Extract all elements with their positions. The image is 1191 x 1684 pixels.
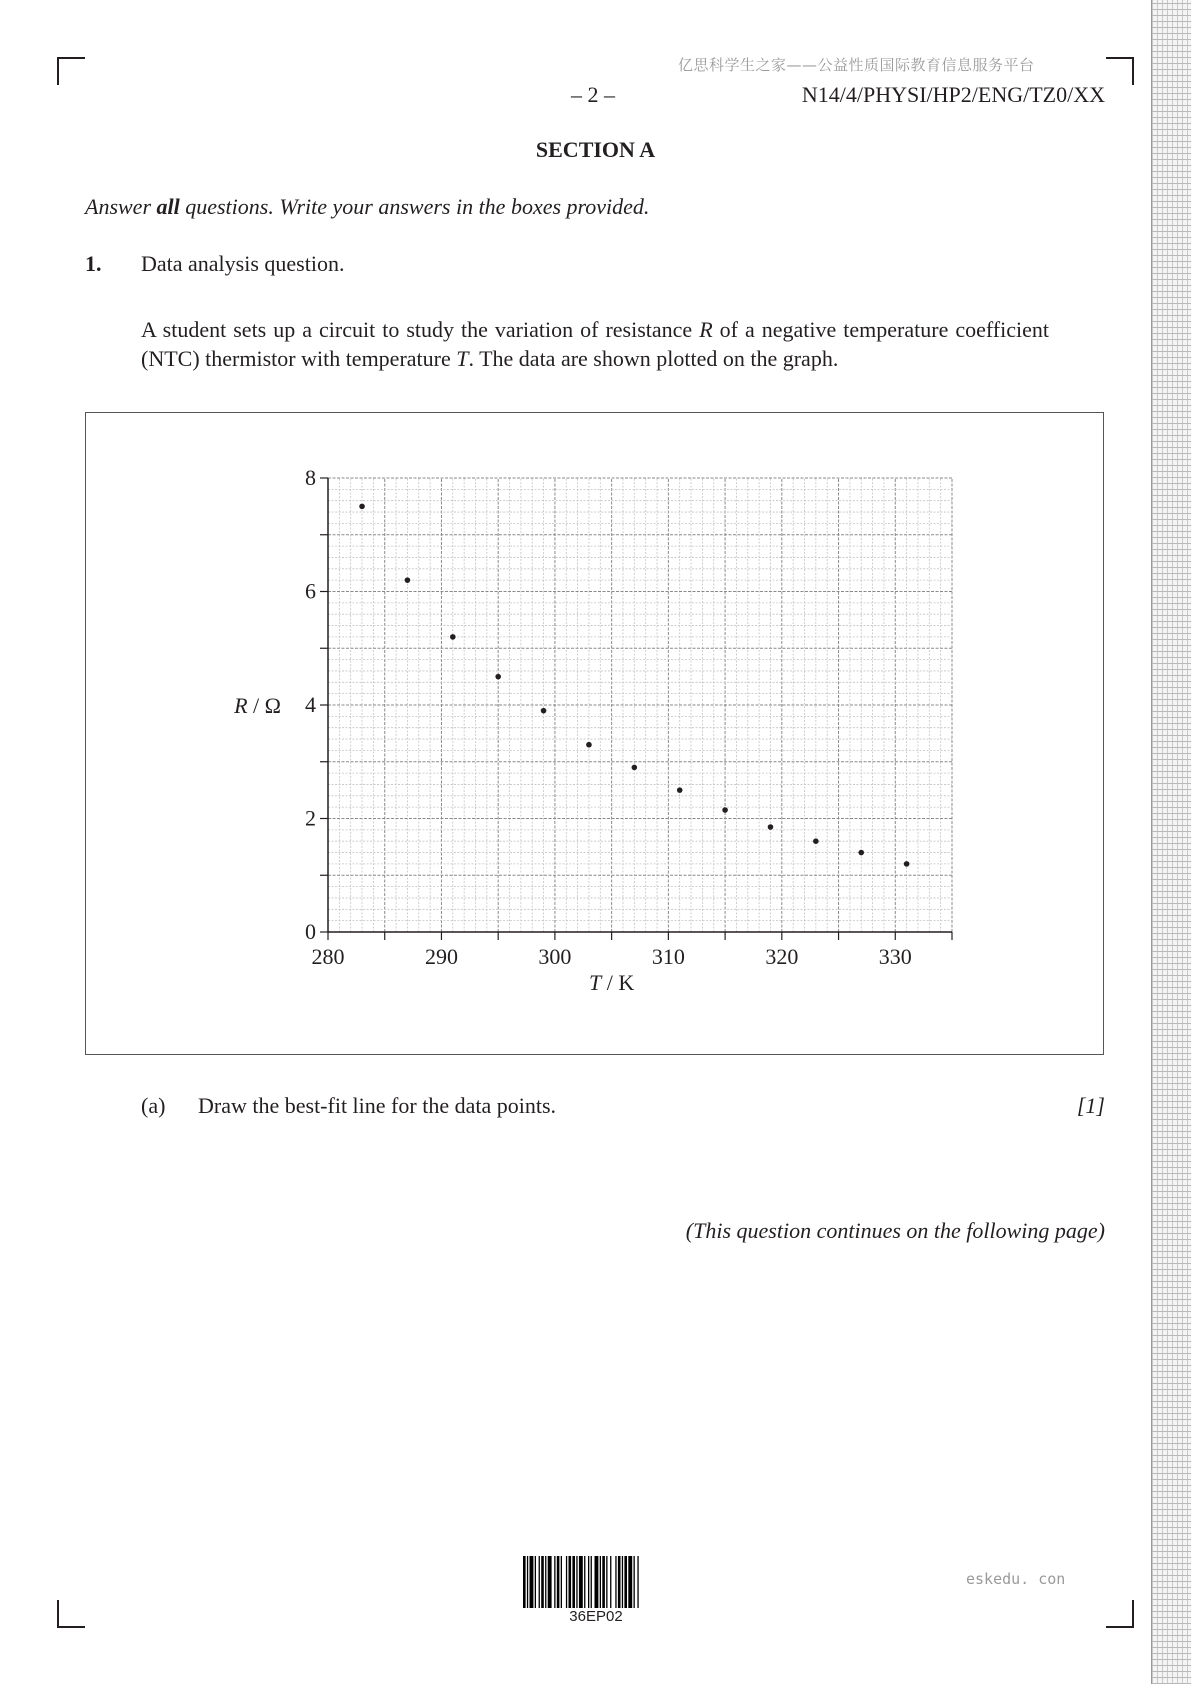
barcode-bar <box>548 1556 552 1608</box>
y-tick-label: 6 <box>305 578 316 604</box>
question-title: Data analysis question. <box>141 251 345 276</box>
barcode-bar <box>637 1556 638 1608</box>
barcode-bar <box>600 1556 601 1608</box>
barcode-bar <box>569 1556 572 1608</box>
barcode-bar <box>541 1556 544 1608</box>
barcode-bar <box>554 1556 555 1608</box>
intro-part-2: of a negative temperature coefficient (NTC) thermistor with temperature <box>141 317 1049 371</box>
barcode-bar <box>523 1556 526 1608</box>
instructions-before: Answer <box>85 194 157 219</box>
x-tick-label: 320 <box>765 944 799 969</box>
crop-mark-top-right <box>1106 57 1134 85</box>
data-point <box>450 634 456 640</box>
resistance-temperature-chart <box>86 413 1105 1056</box>
y-tick-label: 0 <box>305 919 316 944</box>
barcode-bar <box>539 1556 540 1608</box>
x-axis-label: T / K <box>589 970 635 995</box>
barcode-bar <box>576 1556 577 1608</box>
barcode-bar <box>622 1556 623 1608</box>
x-tick-label: 330 <box>878 944 912 969</box>
intro-part-3: . The data are shown plotted on the graph. <box>468 346 839 371</box>
y-tick-label: 8 <box>305 465 316 490</box>
barcode-bar <box>634 1556 635 1608</box>
data-point <box>904 861 910 867</box>
barcode-bar <box>566 1556 567 1608</box>
part-a-text: Draw the best-fit line for the data points. <box>198 1093 557 1118</box>
crop-mark-bottom-right <box>1106 1600 1134 1628</box>
data-point <box>632 765 638 771</box>
data-point <box>768 824 774 830</box>
y-axis-label: R / Ω <box>234 693 281 718</box>
barcode-bar <box>530 1556 534 1608</box>
page-number: – 2 – <box>571 82 615 107</box>
barcode <box>523 1556 669 1608</box>
barcode-bar <box>527 1556 528 1608</box>
data-point <box>541 708 547 714</box>
x-tick-label: 300 <box>538 944 572 969</box>
data-point <box>586 742 592 748</box>
barcode-bar <box>618 1556 621 1608</box>
part-a-label: (a) <box>141 1093 166 1118</box>
question-intro <box>141 315 1049 373</box>
continues-note: (This question continues on the following page) <box>685 1218 1105 1243</box>
data-point <box>677 787 683 793</box>
barcode-bar <box>557 1556 560 1608</box>
instructions-emphasis: all <box>156 194 180 219</box>
y-tick-label: 4 <box>305 692 316 717</box>
barcode-bar <box>588 1556 589 1608</box>
instructions <box>85 194 649 220</box>
instructions-after: questions. Write your answers in the boxes provided. <box>179 194 650 219</box>
data-point <box>813 838 819 844</box>
crop-mark-bottom-left <box>57 1600 85 1628</box>
var-r: R <box>699 317 713 342</box>
part-a-marks: [1] <box>1076 1093 1105 1118</box>
data-point <box>858 850 864 856</box>
barcode-bar <box>561 1556 562 1608</box>
barcode-bar <box>595 1556 599 1608</box>
section-title: SECTION A <box>535 137 656 162</box>
barcode-bar <box>545 1556 546 1608</box>
data-point <box>359 504 365 510</box>
intro-part-1: A student sets up a circuit to study the variation of resistance <box>141 317 700 342</box>
x-tick-label: 280 <box>311 944 345 969</box>
binding-strip <box>1151 0 1191 1684</box>
barcode-text: 36EP02 <box>569 1608 623 1625</box>
graph-box <box>85 412 1104 1055</box>
barcode-bar <box>602 1556 605 1608</box>
y-tick-label: 2 <box>305 805 316 831</box>
barcode-bar <box>579 1556 583 1608</box>
barcode-bar <box>624 1556 627 1608</box>
var-t: T <box>456 346 469 371</box>
barcode-bar <box>610 1556 611 1608</box>
header-watermark: 亿思科学生之家——公益性质国际教育信息服务平台 <box>678 56 1035 74</box>
footer-watermark: eskedu. con <box>966 1570 1066 1588</box>
barcode-bar <box>606 1556 607 1608</box>
barcode-bar <box>572 1556 575 1608</box>
barcode-bar <box>591 1556 592 1608</box>
data-point <box>495 674 501 680</box>
paper-code: N14/4/PHYSI/HP2/ENG/TZ0/XX <box>801 82 1105 107</box>
crop-mark-top-left <box>57 57 85 85</box>
question-number: 1. <box>85 251 102 276</box>
barcode-bar <box>584 1556 585 1608</box>
data-point <box>405 577 411 583</box>
x-tick-label: 310 <box>651 944 685 969</box>
data-point <box>722 807 728 813</box>
barcode-bar <box>628 1556 632 1608</box>
x-tick-label: 290 <box>424 944 458 969</box>
barcode-bar <box>535 1556 536 1608</box>
barcode-bar <box>615 1556 616 1608</box>
